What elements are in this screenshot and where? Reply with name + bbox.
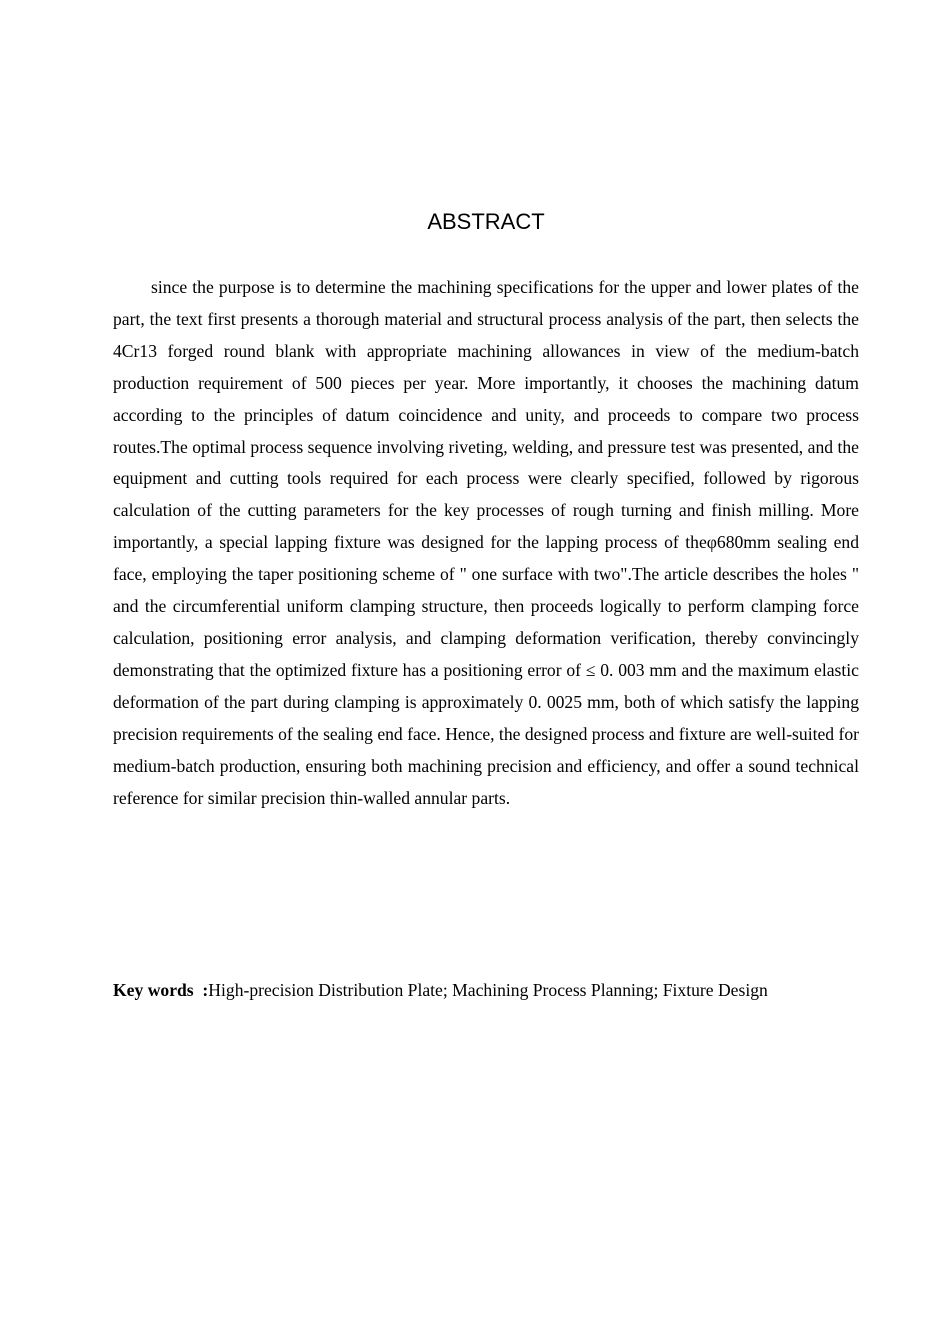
abstract-body: since the purpose is to determine the machining specifications for the upper and lower plates of the part, the text first presents a thorough material and structural process analysis of the part, then selects the 4Cr13 forged round blank with appropriate machining allowances in view of the medium-batch production requirement of 500 pieces per year. More importantly, it chooses the machining datum according to the principles of datum coincidence and unity, and proceeds to compare two process routes.The optimal process sequence involving riveting, welding, and pressure test was presented, and the equipment and cutting tools required for each process were clearly specified, followed by rigorous calculation of the cutting parameters for the key processes of rough turning and finish milling. More importantly, a special lapping fixture was designed for the lapping process of theφ680mm sealing end face, employing the taper positioning scheme of " one surface with two".The article describes the holes " and the circumferential uniform clamping structure, then proceeds logically to perform clamping force calculation, positioning error analysis, and clamping deformation verification, thereby convincingly demonstrating that the optimized fixture has a positioning error of ≤ 0. 003 mm and the maximum elastic deformation of the part during clamping is approximately 0. 0025 mm, both of which satisfy the lapping precision requirements of the sealing end face. Hence, the designed process and fixture are well-suited for medium-batch production, ensuring both machining precision and efficiency, and offer a sound technical reference for similar precision thin-walled annular parts. [113, 277, 859, 808]
keywords-label: Key words : [113, 980, 209, 1000]
keywords-line [113, 974, 873, 1006]
abstract-title: ABSTRACT [427, 209, 545, 234]
keywords-text: High-precision Distribution Plate; Machining Process Planning; Fixture Design [208, 980, 768, 1000]
